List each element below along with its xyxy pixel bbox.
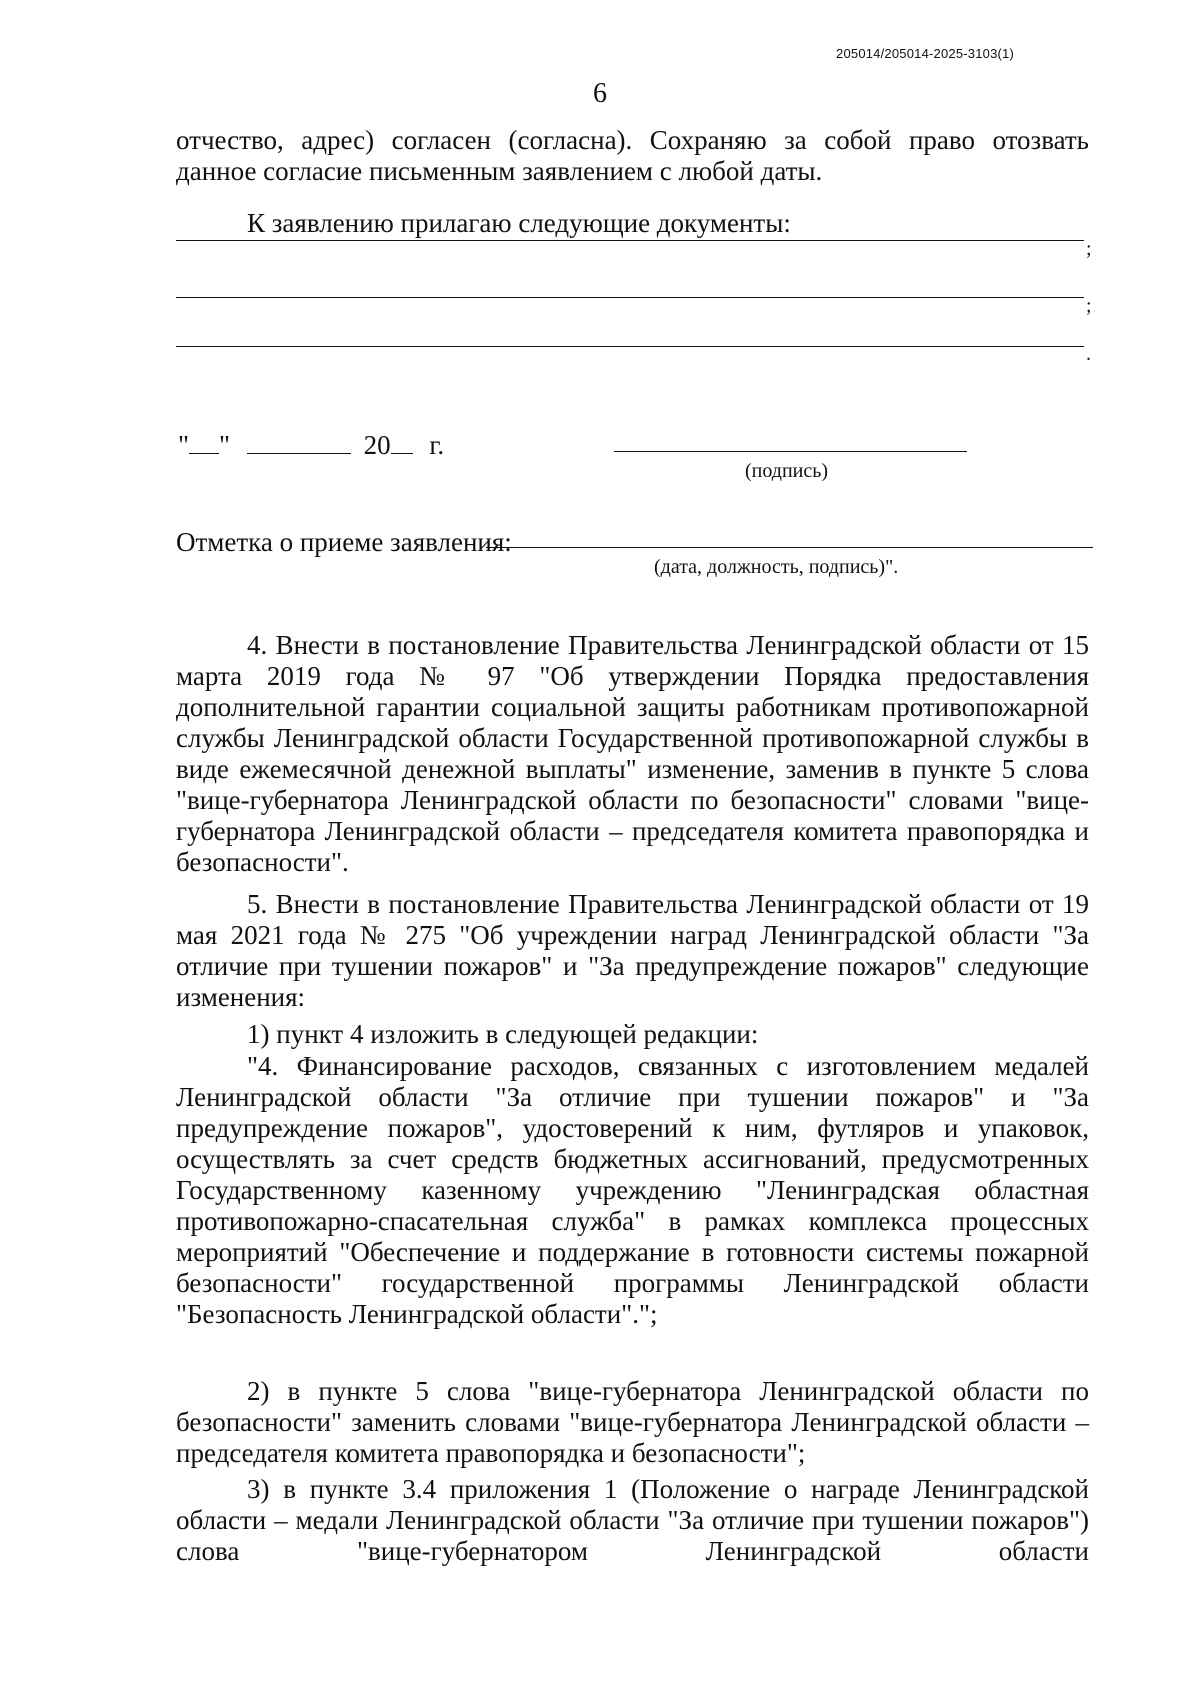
year-prefix: 20: [363, 430, 391, 460]
attachment-line-2[interactable]: [176, 297, 1084, 298]
subitem-1: 1) пункт 4 изложить в следующей редакции:: [247, 1019, 759, 1049]
subitem-3: 3) в пункте 3.4 приложения 1 (Положение о награде Ленинградской области – медали Ленинградской области "За отличие при тушении пожаров") слова "вице-губернатором Ленинградской области: [176, 1474, 1089, 1566]
date-field[interactable]: [178, 430, 444, 461]
document-number: 205014/205014-2025-3103(1): [836, 46, 1014, 61]
date-open-quote: ": [178, 430, 190, 460]
day-blank[interactable]: [189, 431, 219, 454]
subitem-1-text: "4. Финансирование расходов, связанных с изготовлением медалей Ленинградской области "За отличие при тушении пожаров" и "За предупреждение пожаров", удостоверений к ним, футляров и упаковок, осуществлять за счет средств бюджетных ассигнований, предусмотренных Государственному казенному учреждению "Ленинградская областная противопожарно-спасательная служба" в рамках комплекса процессных мероприятий "Обеспечение и поддержание в готовности системы пожарной безопасности" государственной программы Ленинградской области "Безопасность Ленинградской области".";: [176, 1051, 1089, 1329]
attachment-line-1[interactable]: [176, 240, 1084, 241]
subitem-2: 2) в пункте 5 слова "вице-губернатора Ленинградской области по безопасности" заменить словами "вице-губернатора Ленинградской области – председателя комитета правопорядка и безопасности";: [176, 1376, 1089, 1468]
page-number: 6: [593, 78, 607, 109]
consent-paragraph: отчество, адрес) согласен (согласна). Сохраняю за собой право отозвать данное согласие письменным заявлением с любой даты.: [176, 125, 1089, 186]
signature-line[interactable]: [614, 451, 967, 452]
attachments-heading: К заявлению прилагаю следующие документы:: [247, 208, 791, 238]
paragraph-5: 5. Внести в постановление Правительства Ленинградской области от 19 мая 2021 года № 275 "Об учреждении наград Ленинградской области "За отличие при тушении пожаров" и "За предупреждение пожаров" следующие изменения:: [176, 889, 1089, 1012]
receipt-line[interactable]: [486, 547, 1093, 548]
receipt-caption: (дата, должность, подпись)".: [654, 556, 899, 578]
attachment-line-3-end: .: [1086, 343, 1091, 365]
paragraph-4: 4. Внести в постановление Правительства Ленинградской области от 15 марта 2019 года № 97 "Об утверждении Порядка предоставления дополнительной гарантии социальной защиты работникам противопожарной службы Ленинградской области Государственной противопожарной службы в виде ежемесячной денежной выплаты" изменение, заменив в пункте 5 слова "вице-губернатора Ленинградской области по безопасности" словами "вице-губернатора Ленинградской области – председателя комитета правопорядка и безопасности".: [176, 630, 1089, 877]
receipt-label: Отметка о приеме заявления:: [176, 527, 512, 557]
date-close-quote: ": [219, 430, 231, 460]
signature-caption: (подпись): [745, 460, 829, 482]
attachment-line-1-end: ;: [1086, 238, 1092, 260]
attachment-line-2-end: ;: [1086, 295, 1092, 317]
month-blank[interactable]: [247, 431, 351, 454]
year-suffix: г.: [429, 430, 445, 460]
year-blank[interactable]: [391, 431, 413, 454]
attachment-line-3[interactable]: [176, 346, 1084, 347]
